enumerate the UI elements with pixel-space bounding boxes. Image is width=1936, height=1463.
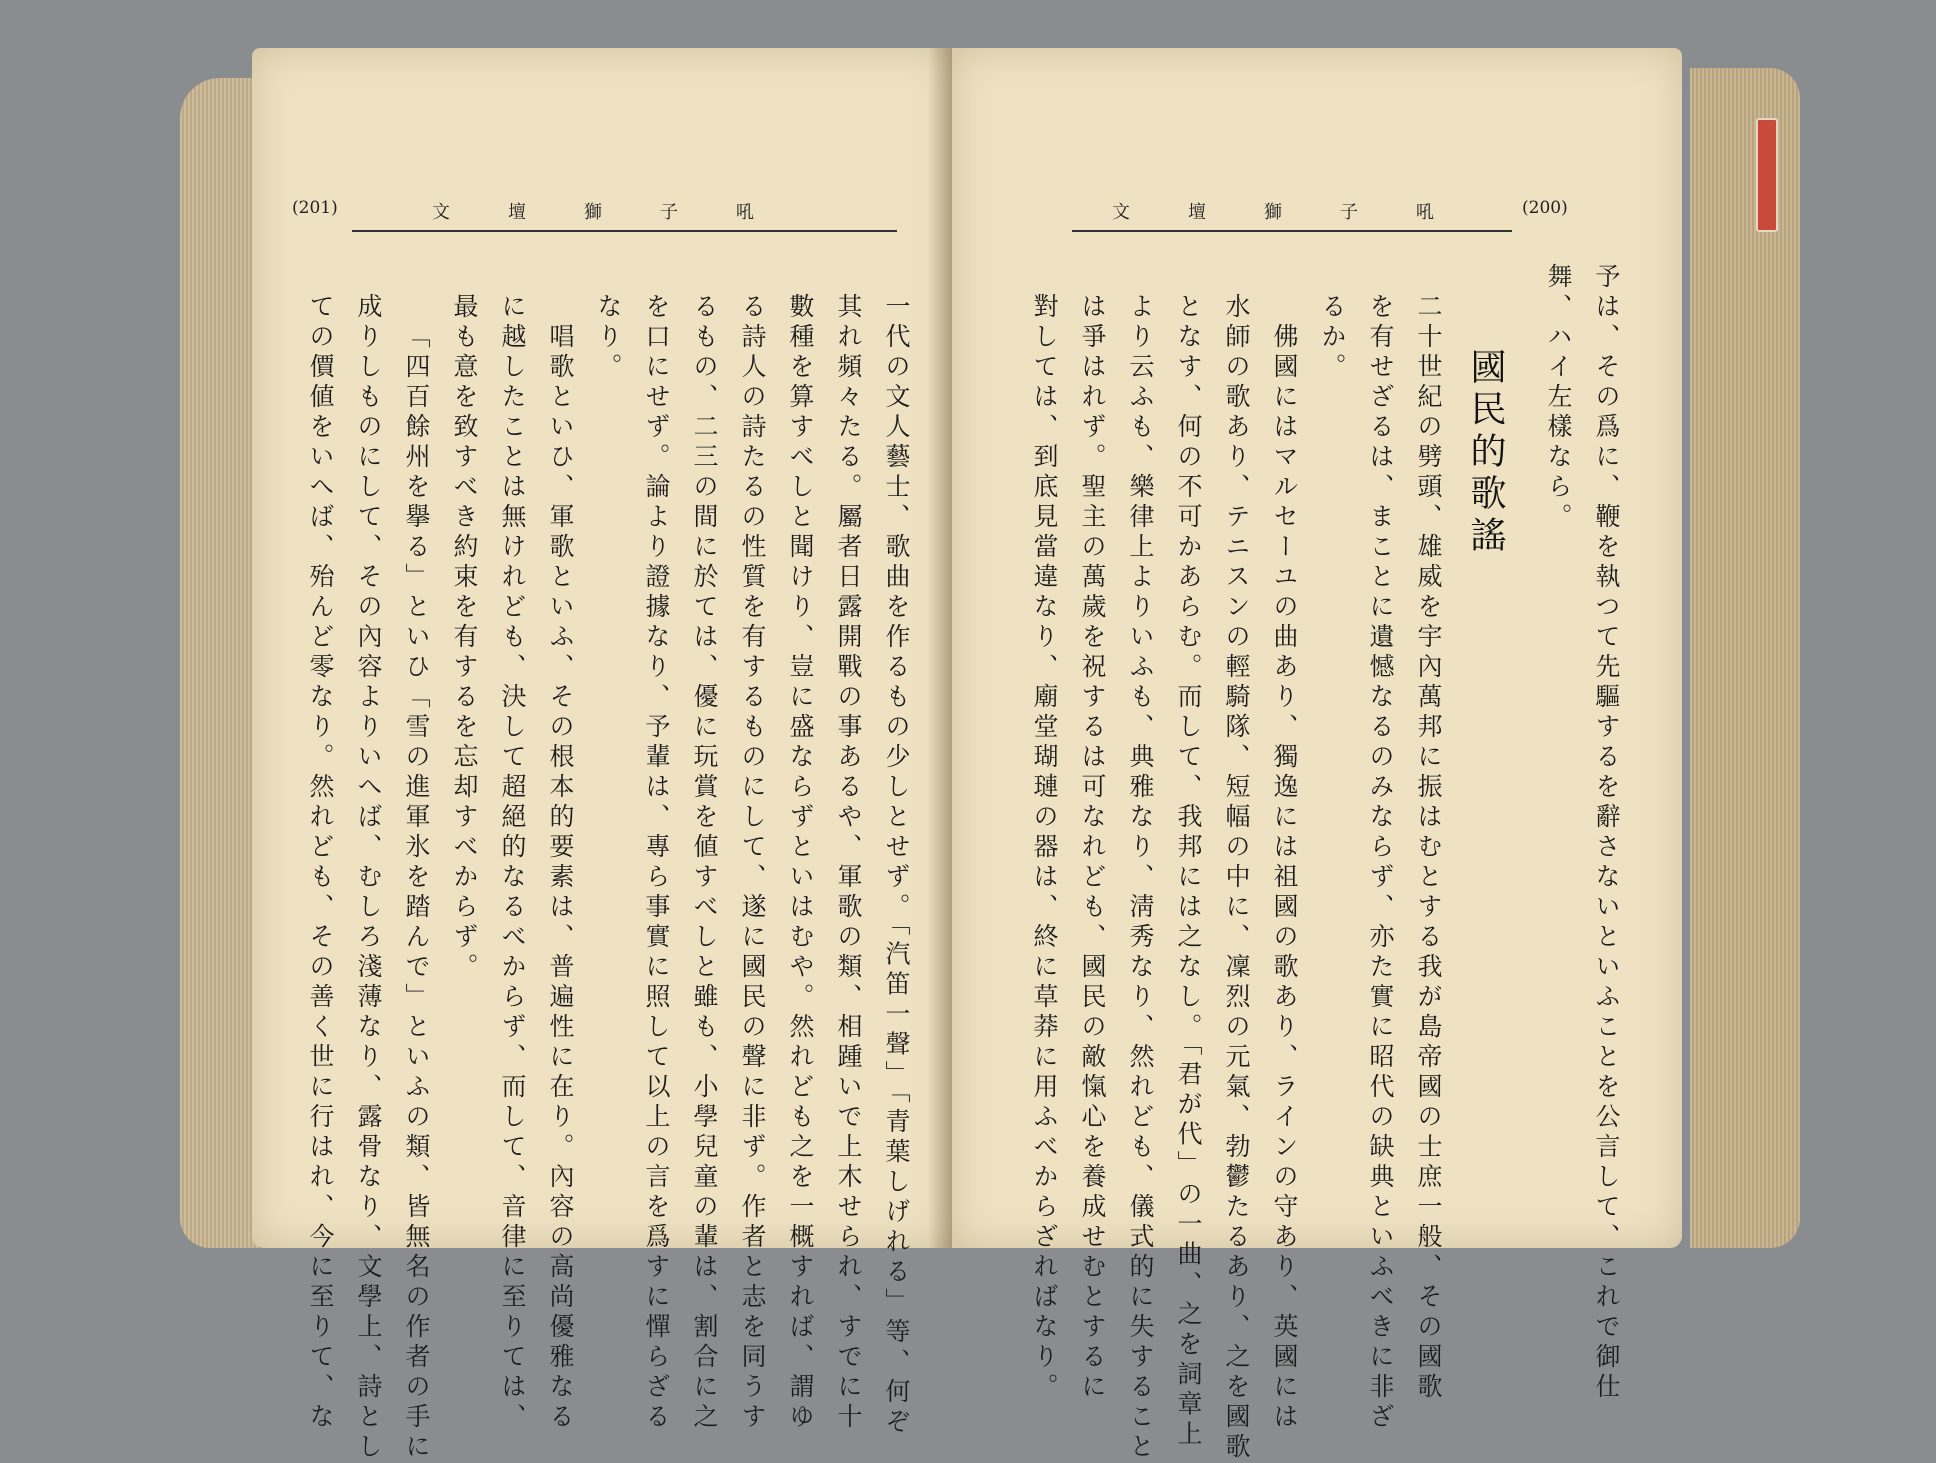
text-column: ての價値をいへば、殆んど零なり。然れども、その善く世に行はれ、今に至りて、な <box>306 293 335 1433</box>
text-column: 水師の歌あり、テニスンの輕騎隊、短幅の中に、凜烈の元氣、勃鬱たるあり、之を國歌 <box>1222 293 1251 1463</box>
page-edges-left <box>180 78 260 1248</box>
text-column: となす、何の不可かあらむ。而して、我邦には之なし。「君が代」の一曲、之を詞章上 <box>1174 293 1203 1451</box>
bookmark-tab <box>1756 118 1778 232</box>
text-column: より云ふも、樂律上よりいふも、典雅なり、淸秀なり、然れども、儀式的に失すること <box>1126 293 1155 1463</box>
text-column: 「四百餘州を擧る」といひ「雪の進軍氷を踏んで」といふの類、皆無名の作者の手に <box>402 323 431 1463</box>
header-rule <box>1072 230 1512 232</box>
text-column: を口にせず。論より證據なり、予輩は、專ら事實に照して以上の言を爲すに憚らざる <box>642 293 671 1433</box>
right-page <box>952 48 1682 1463</box>
running-title: 文壇獅子吼 <box>432 202 812 223</box>
text-column: は爭はれず。聖主の萬歲を祝するは可なれども、國民の敵愾心を養成せむとするに <box>1078 293 1107 1403</box>
left-page <box>252 48 952 1463</box>
text-column: 予は、その爲に、鞭を執つて先驅するを辭さないといふことを公言して、これで御仕 <box>1592 263 1621 1403</box>
text-column: 最も意を致すべき約束を有するを忘却すべからず。 <box>450 293 479 983</box>
text-column: 舞、ハイ左樣なら。 <box>1544 263 1573 533</box>
text-column: るか。 <box>1318 293 1347 383</box>
open-book <box>180 48 1800 1463</box>
section-heading: 國民的歌謠 <box>1465 348 1506 558</box>
page-edges-right <box>1690 68 1800 1248</box>
text-column: 成りしものにして、その內容よりいへば、むしろ淺薄なり、露骨なり、文學上、詩とし <box>354 293 383 1463</box>
text-column: 二十世紀の劈頭、雄威を宇內萬邦に振はむとする我が島帝國の士庶一般、その國歌 <box>1414 293 1443 1403</box>
text-column: る詩人の詩たるの性質を有するものにして、遂に國民の聲に非ず。作者と志を同うす <box>738 293 767 1433</box>
page-number: (200) <box>1522 198 1568 218</box>
header-rule <box>352 230 897 232</box>
text-column: なり。 <box>594 293 623 383</box>
running-title: 文壇獅子吼 <box>1112 202 1492 223</box>
text-column: を有せざるは、まことに遺憾なるのみならず、亦た實に昭代の缺典といふべきに非ざ <box>1366 293 1395 1433</box>
text-column: に越したことは無けれども、決して超絕的なるべからず、而して、音律に至りては、 <box>498 293 527 1433</box>
text-column: 佛國にはマルセーユの曲あり、獨逸には祖國の歌あり、ラインの守あり、英國には <box>1270 323 1299 1433</box>
text-column: 唱歌といひ、軍歌といふ、その根本的要素は、普遍性に在り。內容の高尚優雅なる <box>546 323 575 1433</box>
text-column: 對しては、到底見當違なり、廟堂瑚璉の器は、終に草莽に用ふべからざればなり。 <box>1030 293 1059 1403</box>
text-column: るもの、二三の間に於ては、優に玩賞を値すべしと雖も、小學兒童の輩は、割合に之 <box>690 293 719 1433</box>
text-column: 其れ頻々たる。屬者日露開戰の事あるや、軍歌の類、相踵いで上木せられ、すでに十 <box>834 293 863 1433</box>
text-column: 一代の文人藝士、歌曲を作るもの少しとせず。「汽笛一聲」「青葉しげれる」等、何ぞ <box>882 293 911 1438</box>
text-column: 數種を算すべしと聞けり、豈に盛ならずといはむや。然れども之を一概すれば、謂ゆ <box>786 293 815 1433</box>
page-number: (201) <box>292 198 338 218</box>
